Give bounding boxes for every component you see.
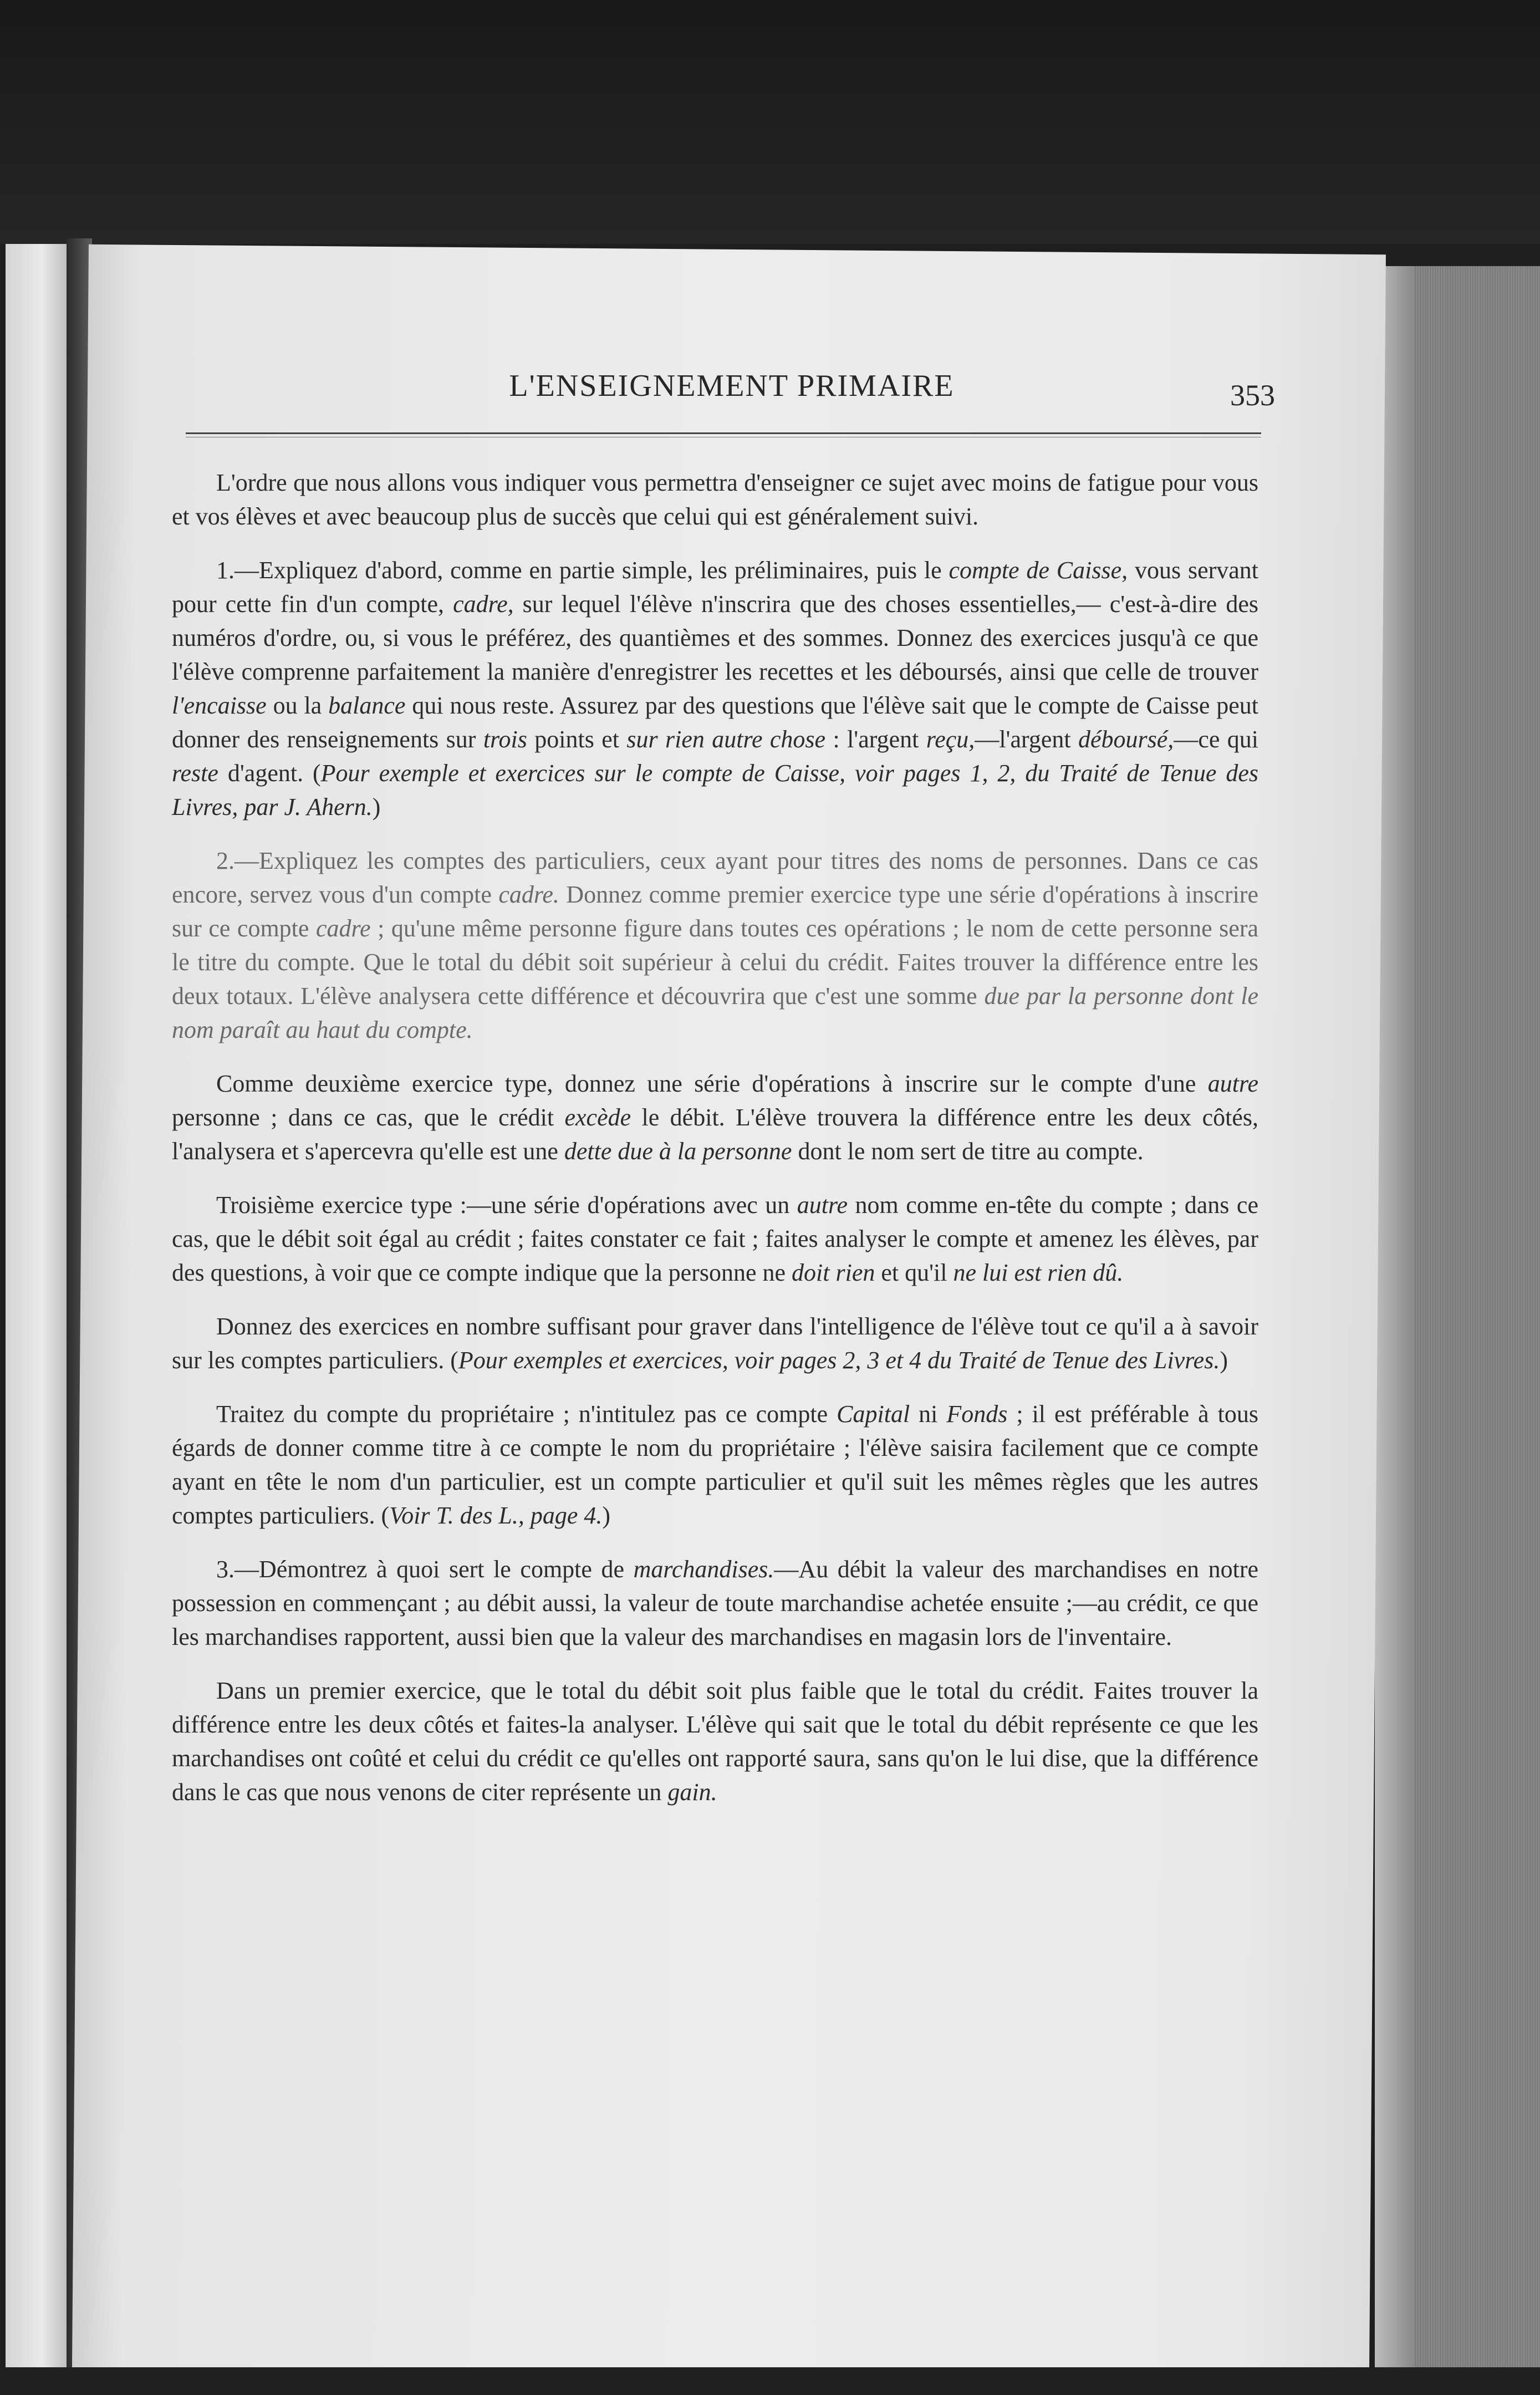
paragraph-comptes-particuliers: 2.—Expliquez les comptes des particuliers, ceux ayant pour titres des noms de personnes. Dans ce cas encore, servez vous d'un compte cadre. Donnez comme premier exercice type une série d'opérations à inscrire sur ce compte cadre ; qu'une même personne figure dans toutes ces opérations ; le nom de cette personne sera le titre du compte. Que le total du débit soit supérieur à celui du crédit. Faites trouver la différence entre les deux totaux. L'élève analysera cette différence et découvrira que c'est une somme due par la personne dont le nom paraît au haut du compte. xyxy=(172,847,1258,1043)
page-body xyxy=(172,466,1258,1829)
paragraph-deuxieme-exercice: Comme deuxième exercice type, donnez une série d'opérations à inscrire sur le compte d'une autre personne ; dans ce cas, que le crédit excède le débit. L'élève trouvera la différence entre les deux côtés, l'analysera et s'apercevra qu'elle est une dette due à la personne dont le nom sert de titre au compte. xyxy=(172,1070,1258,1165)
previous-page-edge xyxy=(6,244,67,2384)
paragraph-premier-exercice-gain: Dans un premier exercice, que le total du débit soit plus faible que le total du crédit. Faites trouver la différence entre les deux côtés et faites-la analyser. L'élève qui sait que le total du débit représente ce que les marchandises ont coûté et celui du crédit ce qu'elles ont rapporté saura, sans qu'on le lui dise, que la différence dans le cas que nous venons de citer représente un gain. xyxy=(172,1677,1258,1806)
page-header xyxy=(188,366,1275,416)
paragraph-compte-proprietaire: Traitez du compte du propriétaire ; n'intitulez pas ce compte Capital ni Fonds ; il est préférable à tous égards de donner comme titre à ce compte le nom du propriétaire ; l'élève saisira facilement que ce compte ayant en tête le nom d'un particulier, est un compte particulier et qu'il suit les mêmes règles que les autres comptes particuliers. (Voir T. des L., page 4.) xyxy=(172,1400,1258,1529)
paragraph-compte-caisse: 1.—Expliquez d'abord, comme en partie simple, les préliminaires, puis le compte de Caisse, vous servant pour cette fin d'un compte, cadre, sur lequel l'élève n'inscrira que des choses essentielles,— c'est-à-dire des numéros d'ordre, ou, si vous le préférez, des quantièmes et des sommes. Donnez des exercices jusqu'à ce que l'élève comprenne parfaitement la manière d'enregistrer les recettes et les déboursés, ainsi que celle de trouver l'encaisse ou la balance qui nous reste. Assurez par des questions que l'élève sait que le compte de Caisse peut donner des renseignements sur trois points et sur rien autre chose : l'argent reçu,—l'argent déboursé,—ce qui reste d'agent. (Pour exemple et exercices sur le compte de Caisse, voir pages 1, 2, du Traité de Tenue des Livres, par J. Ahern.) xyxy=(172,557,1259,821)
dark-background xyxy=(0,0,1540,244)
paragraph-exercices-suffisants: Donnez des exercices en nombre suffisant pour graver dans l'intelligence de l'élève tout ce qu'il a à savoir sur les comptes particuliers. (Pour exemples et exercices, voir pages 2, 3 et 4 du Traité de Tenue des Livres.) xyxy=(172,1313,1258,1374)
paragraph-troisieme-exercice: Troisième exercice type :—une série d'opérations avec un autre nom comme en-tête du compte ; dans ce cas, que le débit soit égal au crédit ; faites constater ce fait ; faites analyser le compte et amenez les élèves, par des questions, à voir que ce compte indique que la personne ne doit rien et qu'il ne lui est rien dû. xyxy=(172,1191,1258,1286)
paragraph-marchandises: 3.—Démontrez à quoi sert le compte de marchandises.—Au débit la valeur des marchandises en notre possession en commençant ; au débit aussi, la valeur de toute marchandise achetée ensuite ;—au crédit, ce que les marchandises rapportent, aussi bien que la valeur des marchandises en magasin lors de l'inventaire. xyxy=(172,1556,1258,1650)
bottom-dark-band xyxy=(0,2367,1540,2395)
paragraph-intro: L'ordre que nous allons vous indiquer vous permettra d'enseigner ce sujet avec moins de fatigue pour vous et vos élèves et avec beaucoup plus de succès que celui qui est généralement suivi. xyxy=(172,469,1258,530)
page-block-edges xyxy=(1375,266,1540,2395)
page-number: 353 xyxy=(1230,379,1275,412)
header-rule xyxy=(186,432,1261,437)
running-title: L'ENSEIGNEMENT PRIMAIRE xyxy=(509,369,955,403)
